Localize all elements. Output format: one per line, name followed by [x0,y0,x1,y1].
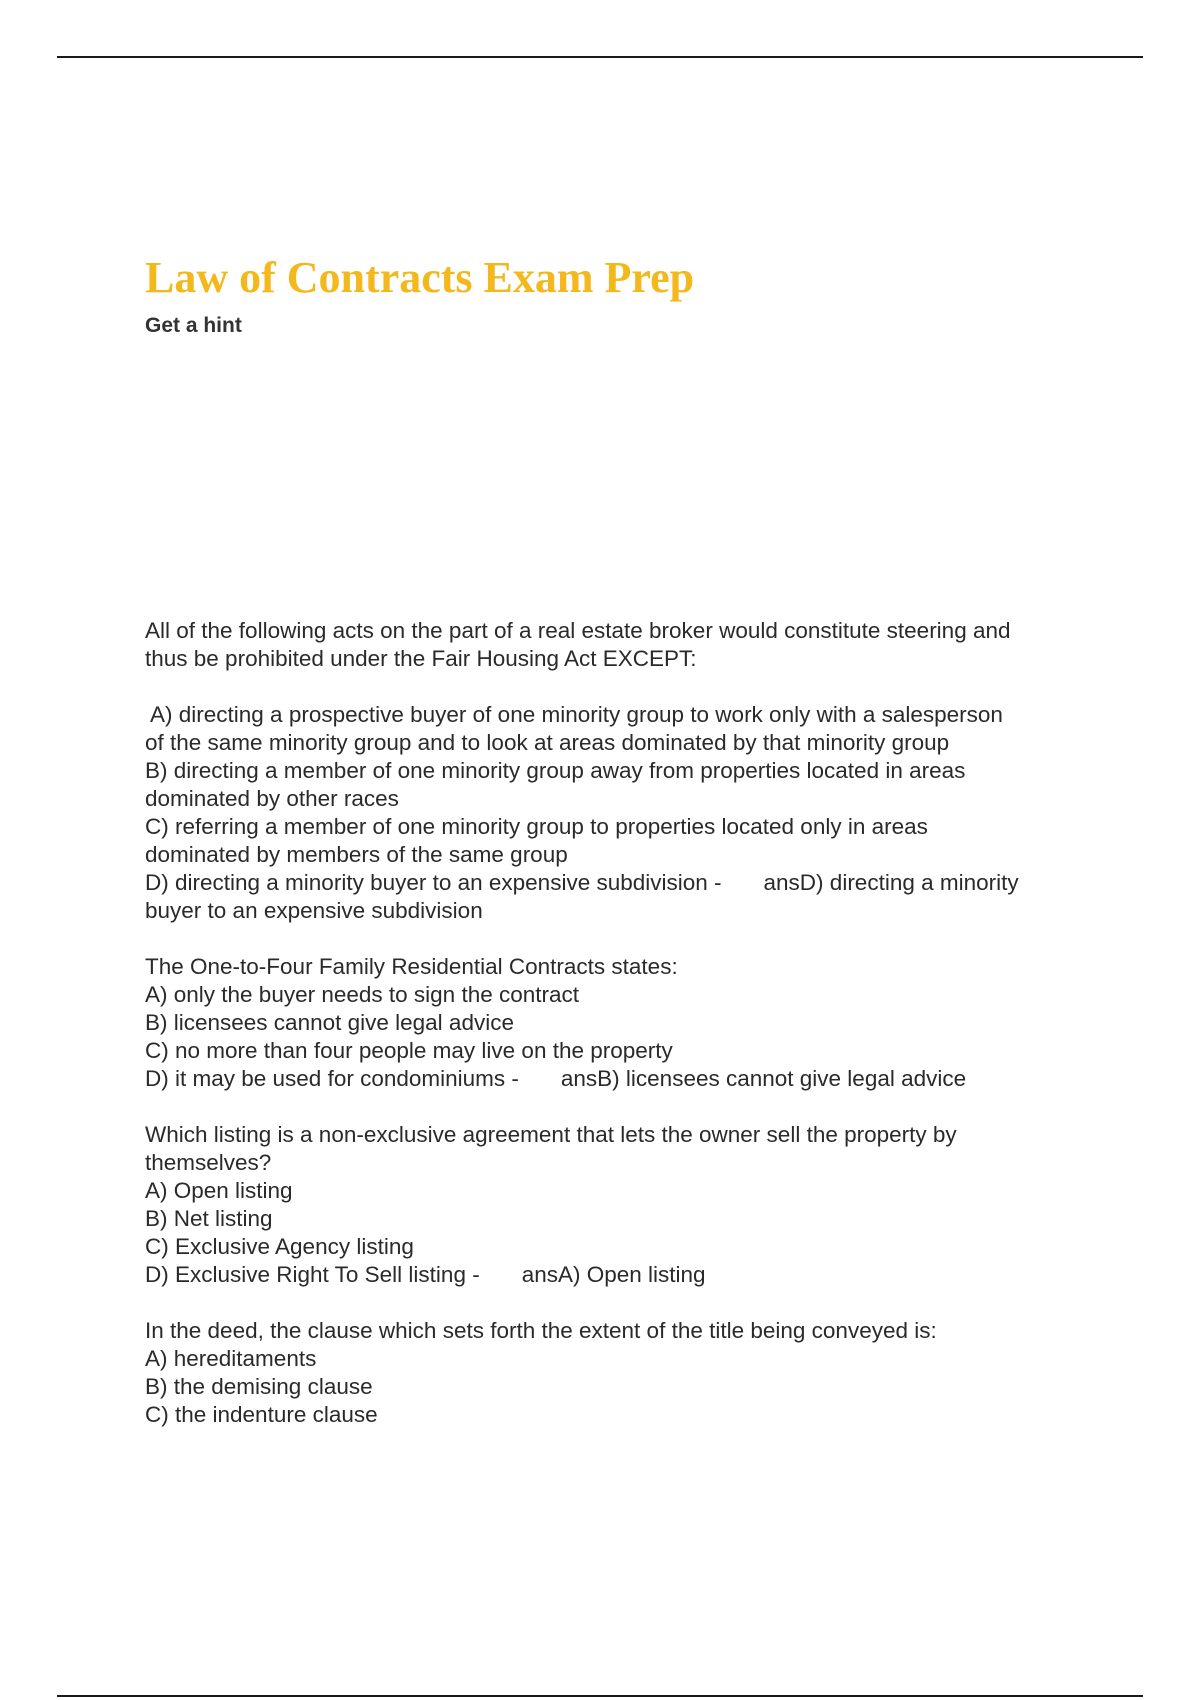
question-2-option-d-line [145,1065,1095,1093]
question-1-option-line-4: dominated by other races [145,786,399,811]
question-1-stem-line-1: All of the following acts on the part of a real estate broker would constitute steering and [145,618,1011,643]
question-4-option-b: B) the demising clause [145,1374,373,1399]
question-3-option-a: A) Open listing [145,1178,293,1203]
question-1-answer: ansD) directing a minority [763,870,1019,895]
question-1-stem-line-2: thus be prohibited under the Fair Housing Act EXCEPT: [145,646,697,671]
question-1-option-line-2: of the same minority group and to look at areas dominated by that minority group [145,730,950,755]
question-4-stem-line-1: In the deed, the clause which sets forth the extent of the title being conveyed is: [145,1318,937,1343]
question-2-option-b: B) licensees cannot give legal advice [145,1010,514,1035]
question-2 [145,953,1095,1093]
question-1 [145,617,1095,925]
question-3-option-b: B) Net listing [145,1206,273,1231]
question-3-option-d: D) Exclusive Right To Sell listing - [145,1262,480,1287]
question-1-option-line-6: dominated by members of the same group [145,842,568,867]
question-1-option-line-5: C) referring a member of one minority group to properties located only in areas [145,814,928,839]
question-1-option-line-3: B) directing a member of one minority group away from properties located in areas [145,758,966,783]
question-1-option-line-7 [145,869,1095,897]
question-2-answer: ansB) licensees cannot give legal advice [560,1066,967,1091]
question-1-option-d: D) directing a minority buyer to an expensive subdivision - [145,870,722,895]
questions-list [145,617,1095,1457]
page-title: Law of Contracts Exam Prep [145,253,695,302]
question-4 [145,1317,1095,1429]
question-1-options [145,701,1095,925]
question-2-stem-line-1: The One-to-Four Family Residential Contracts states: [145,954,678,979]
question-2-option-a: A) only the buyer needs to sign the contract [145,982,580,1007]
question-3-answer: ansA) Open listing [521,1262,706,1287]
question-1-answer-continued: buyer to an expensive subdivision [145,898,483,923]
hint-label: Get a hint [145,314,242,337]
question-3 [145,1121,1095,1289]
bottom-rule [57,1695,1143,1697]
question-3-option-d-line [145,1261,1095,1289]
question-3-option-c: C) Exclusive Agency listing [145,1234,414,1259]
question-4-option-c: C) the indenture clause [145,1402,378,1427]
question-4-option-a: A) hereditaments [145,1346,317,1371]
question-2-option-d: D) it may be used for condominiums - [145,1066,519,1091]
question-3-stem-line-1: Which listing is a non-exclusive agreement that lets the owner sell the property by [145,1122,957,1147]
question-3-stem-line-2: themselves? [145,1150,272,1175]
top-rule [57,56,1143,58]
question-1-option-line-1: A) directing a prospective buyer of one minority group to work only with a salesperson [145,702,1003,727]
question-2-option-c: C) no more than four people may live on the property [145,1038,673,1063]
